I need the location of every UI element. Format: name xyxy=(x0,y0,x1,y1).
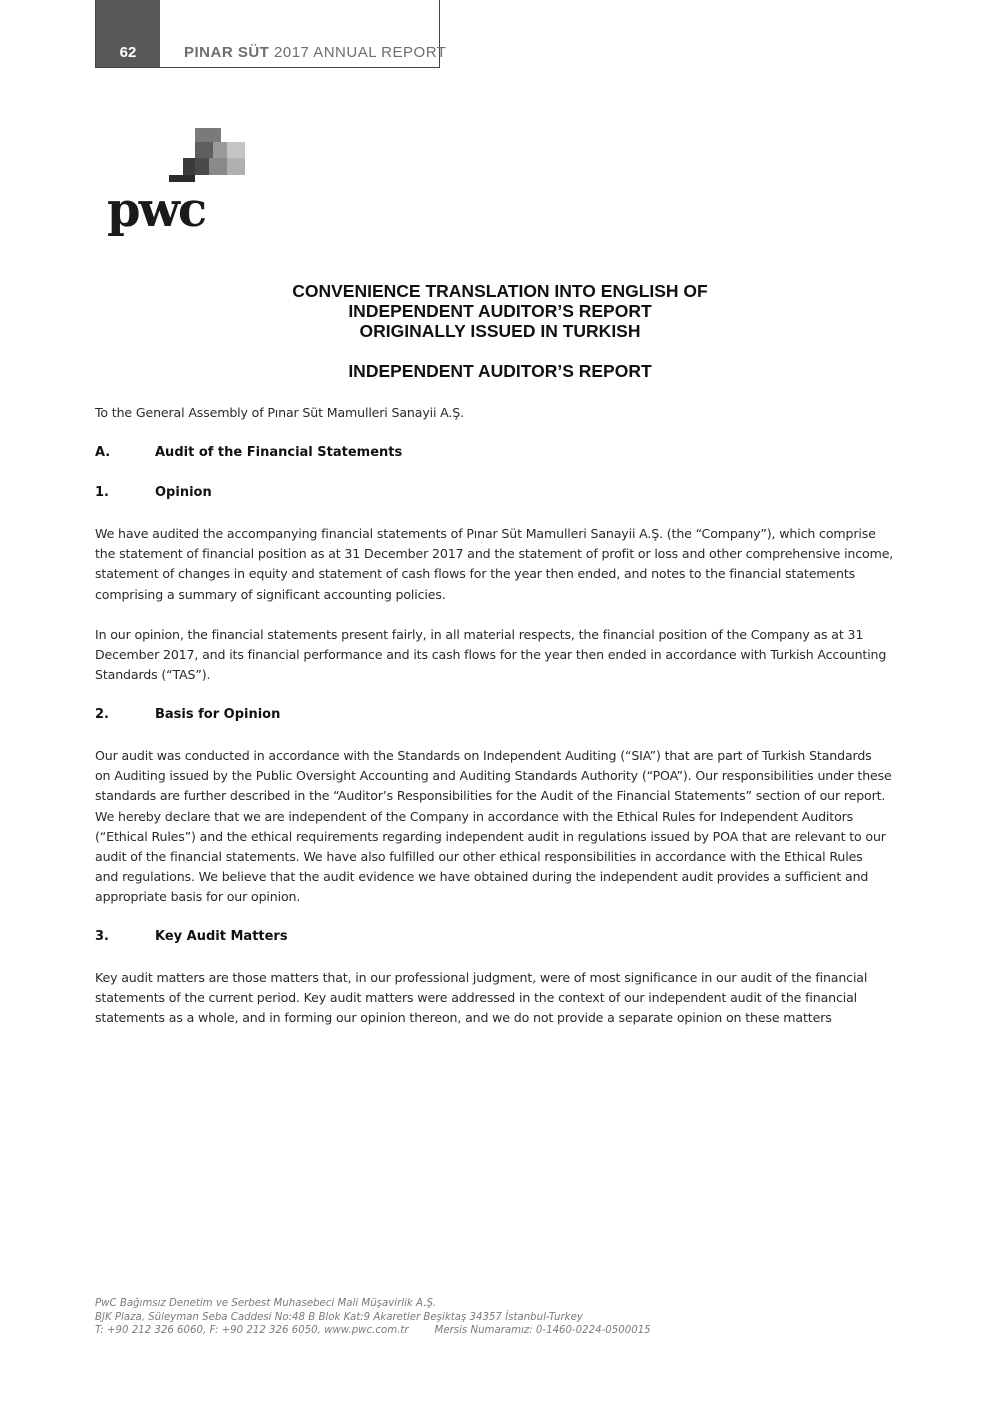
section-number: A. xyxy=(95,445,111,460)
page-footer xyxy=(95,1297,651,1338)
text-line: Standards (“TAS”). xyxy=(95,667,211,683)
pwc-logo xyxy=(104,124,254,244)
text-line: standards are further described in the “Auditor’s Responsibilities for the Audit of the Financial Statements” section of our report. xyxy=(95,788,886,804)
report-title-rest: 2017 ANNUAL REPORT xyxy=(269,44,447,61)
section-number: 1. xyxy=(95,485,109,500)
page-number: 62 xyxy=(96,0,160,67)
text-line: Key audit matters are those matters that, in our professional judgment, were of most significance in our audit of the financial xyxy=(95,970,868,985)
footer-company: PwC Bağımsız Denetim ve Serbest Muhasebeci Mali Müşavirlik A.Ş. xyxy=(95,1298,437,1309)
paragraph-basis-for-opinion xyxy=(95,746,905,908)
section-label: Key Audit Matters xyxy=(155,929,288,944)
section-number: 3. xyxy=(95,929,109,944)
heading-line-1: CONVENIENCE TRANSLATION INTO ENGLISH OF xyxy=(292,281,708,301)
page-header xyxy=(95,0,447,68)
report-heading xyxy=(0,281,1000,341)
text-line: statement of changes in equity and statement of cash flows for the year then ended, and notes to the financial statements xyxy=(95,566,856,582)
footer-contact xyxy=(95,1324,651,1338)
text-line: Our audit was conducted in accordance with the Standards on Independent Auditing (“SIA”) that are part of Turkish Standards xyxy=(95,748,872,763)
text-line: We hereby declare that we are independent of the Company in accordance with the Ethical Rules for Independent Auditors xyxy=(95,808,854,824)
text-line: statements of the current period. Key audit matters were addressed in the context of our independent audit of the financial xyxy=(95,990,858,1006)
text-line: statements as a whole, and in forming our opinion thereon, and we do not provide a separate opinion on these matters xyxy=(95,1010,832,1026)
report-subheading xyxy=(0,361,1000,381)
section-label: Basis for Opinion xyxy=(155,707,281,722)
pwc-logo-wordmark: pwc xyxy=(107,182,206,238)
heading-line-3: ORIGINALLY ISSUED IN TURKISH xyxy=(359,321,641,341)
text-line: (“Ethical Rules”) and the ethical requirements regarding independent audit in regulations issued by POA that are relevant to our xyxy=(95,828,886,844)
section-label: Audit of the Financial Statements xyxy=(155,445,403,460)
footer-mersis: Mersis Numaramız: 0-1460-0224-0500015 xyxy=(434,1325,651,1336)
footer-address: BJK Plaza, Süleyman Seba Caddesi No:48 B Blok Kat:9 Akaretler Beşiktaş 34357 İstanbul-Turkey xyxy=(95,1311,583,1323)
text-line: on Auditing issued by the Public Oversight Accounting and Auditing Standards Authority (“POA”). Our responsibilities under these xyxy=(95,768,892,784)
report-title-company: PINAR SÜT xyxy=(184,44,270,61)
text-line: the statement of financial position as at 31 December 2017 and the statement of profit or loss and other comprehensive income, xyxy=(95,546,894,562)
paragraph-key-audit-matters xyxy=(95,968,905,1029)
text-line: audit of the financial statements. We have also fulfilled our other ethical responsibilities in accordance with the Ethical Rules xyxy=(95,848,863,864)
paragraph-opinion-scope xyxy=(95,524,905,605)
report-title xyxy=(184,44,446,61)
text-line: December 2017, and its financial performance and its cash flows for the year then ended in accordance with Turkish Accounting xyxy=(95,647,887,663)
section-number: 2. xyxy=(95,707,109,722)
heading-line-2: INDEPENDENT AUDITOR’S REPORT xyxy=(348,301,652,321)
text-line: appropriate basis for our opinion. xyxy=(95,889,301,905)
section-label: Opinion xyxy=(155,485,212,500)
text-line: and regulations. We believe that the audit evidence we have obtained during the independent audit provides a sufficient and xyxy=(95,869,869,885)
paragraph-opinion xyxy=(95,625,905,686)
footer-phone: T: +90 212 326 6060, F: +90 212 326 6050, www.pwc.com.tr xyxy=(95,1325,409,1336)
subheading-line: INDEPENDENT AUDITOR’S REPORT xyxy=(348,361,652,381)
text-line: In our opinion, the financial statements present fairly, in all material respects, the financial position of the Company as at 31 xyxy=(95,627,864,642)
text-line: comprising a summary of significant accounting policies. xyxy=(95,586,446,602)
salutation: To the General Assembly of Pınar Süt Mamulleri Sanayii A.Ş. xyxy=(95,405,464,420)
text-line: We have audited the accompanying financial statements of Pınar Süt Mamulleri Sanayii A.Ş. (the “Company”), which comprise xyxy=(95,526,876,541)
